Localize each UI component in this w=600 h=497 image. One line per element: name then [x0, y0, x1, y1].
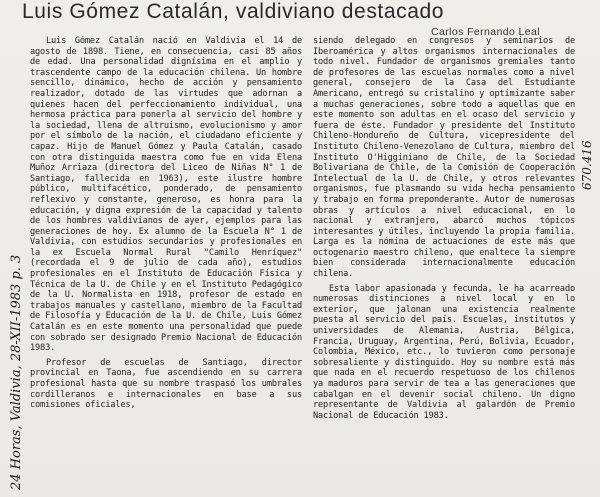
article-headline: Luis Gómez Catalán, valdiviano destacado: [22, 0, 445, 23]
paragraph: Esta labor apasionada y fecunda, le ha acarreado numerosas distinciones a nivel local y en lo exterior, que jalonan una existencia realmente puesta al servicio del país. Escuelas, institutos y universidades de Alemania, Austria, Bélgica, Francia, Uruguay, Argentina, Perú, Bolivia, Ecuador, Colombia, México, etc., lo tuvieron como personaje sobresaliente y distinguido. Hoy su nombre está más que nada en el recuerdo respetuoso de los chilenos ya maduros para servir de tea a las generaciones que cabalgan en el devenir social chileno. Un digno representante de Valdivia al galardón de Premio Nacional de Educación 1983.: [313, 283, 575, 421]
article-byline: Carlos Fernando Leal: [431, 26, 540, 38]
handwritten-source-note: [2, 254, 28, 490]
paragraph: Luis Gómez Catalán nació en Valdivia el 14 de agosto de 1898. Tiene, en consecuencia, casi 85 años de edad. Una personalidad dignísima en el amplio y trascendente campo de la educación chilena. Un hombre sencillo, dinámico, hecho de acción y pensamiento realizador, dotado de las virtudes que adornan a quienes hacen del perfeccionamiento individual, una hermosa práctica para ponerla al servicio del hombre y la sociedad, llena de altruismo, evolucionismo y amor por el símbolo de la nación, el ciudadano eficiente y capaz. Hijo de Manuel Gómez y Paula Catalán, casado con otra distinguida maestra como fue en vida Elena Muñoz Arriaza (directora del Liceo de Niñas N° 1 de Santiago, fallecida en 1963), este ilustre hombre público, multifacético, ponderado, de pensamiento reflexivo y constante, generoso, es honra para la educación, y digna expresión de la capacidad y talento de los hombres valdivianos de ayer, ejemplos para las generaciones de hoy. Ex alumno de la Escuela N° 1 de Valdivia, con estudios secundarios y profesionales en la ex Escuela Normal Rural "Camilo Henríquez" (recordada el 9 de julio de cada año), estudios profesionales en el Instituto de Educación Física y Técnica de la U. de Chile y en el Instituto Pedagógico de la U. Normalista en 1918, profesor de estado en trabajos manuales y castellano, miembro de la Facultad de Filosofía y Educación de la U. de Chile, Luis Gómez Catalán es en este momento una personalidad que puede con sobrado ser designado Premio Nacional de Educación 1983.: [30, 36, 302, 354]
paragraph: Profesor de escuelas de Santiago, director provincial en Taona, fue ascendiendo en su carrera profesional hasta que su nombre traspasó los umbrales cordilleranos e internacionales en base a sus comisiones oficiales,: [30, 357, 302, 411]
handwritten-catalog-number: [578, 100, 598, 190]
article-column-left: [30, 36, 302, 497]
article-column-right: [313, 36, 575, 474]
paragraph: siendo delegado en congresos y seminarios de Iberoamérica y altos organismos internacionales de todo nivel. Fundador de organismos gremiales tanto de profesores de las escuelas normales como a nivel general, consejero de la Casa del Estudiante Americano, entregó su cristalino y optimizante saber a muchas generaciones, sobre todo a aquellas que en este momento son adultas en el ocaso del servicio y fuera de éste. Fundador y presidente del Instituto Chileno-Hondureño de Cultura, vicepresidente del Instituto Chileno-Venezolano de Cultura, miembro del Instituto O'Higginiano de Chile, de la Sociedad Bolivariana de Chile, de la Comisión de Cooperación Intelectual de la U. de Chile, y otros relevantes organismos, fue plasmando su vida hecha pensamiento y trabajo en forma preponderante. Autor de numerosas obras y artículos a nivel educacional, en lo nacional y extranjero, abarcó muchos tópicos interesantes y útiles, incluyendo la propia familia. Larga es la nómina de actuaciones de este más que octogenario maestro chileno, que enaltece la siempre bien considerada internacionalmente educación chilena.: [313, 36, 575, 280]
handwritten-source-text: 24 Horas, Valdivia, 28-XII-1983 p. 3: [9, 254, 24, 490]
handwritten-catalog-text: 670.416: [580, 140, 594, 190]
